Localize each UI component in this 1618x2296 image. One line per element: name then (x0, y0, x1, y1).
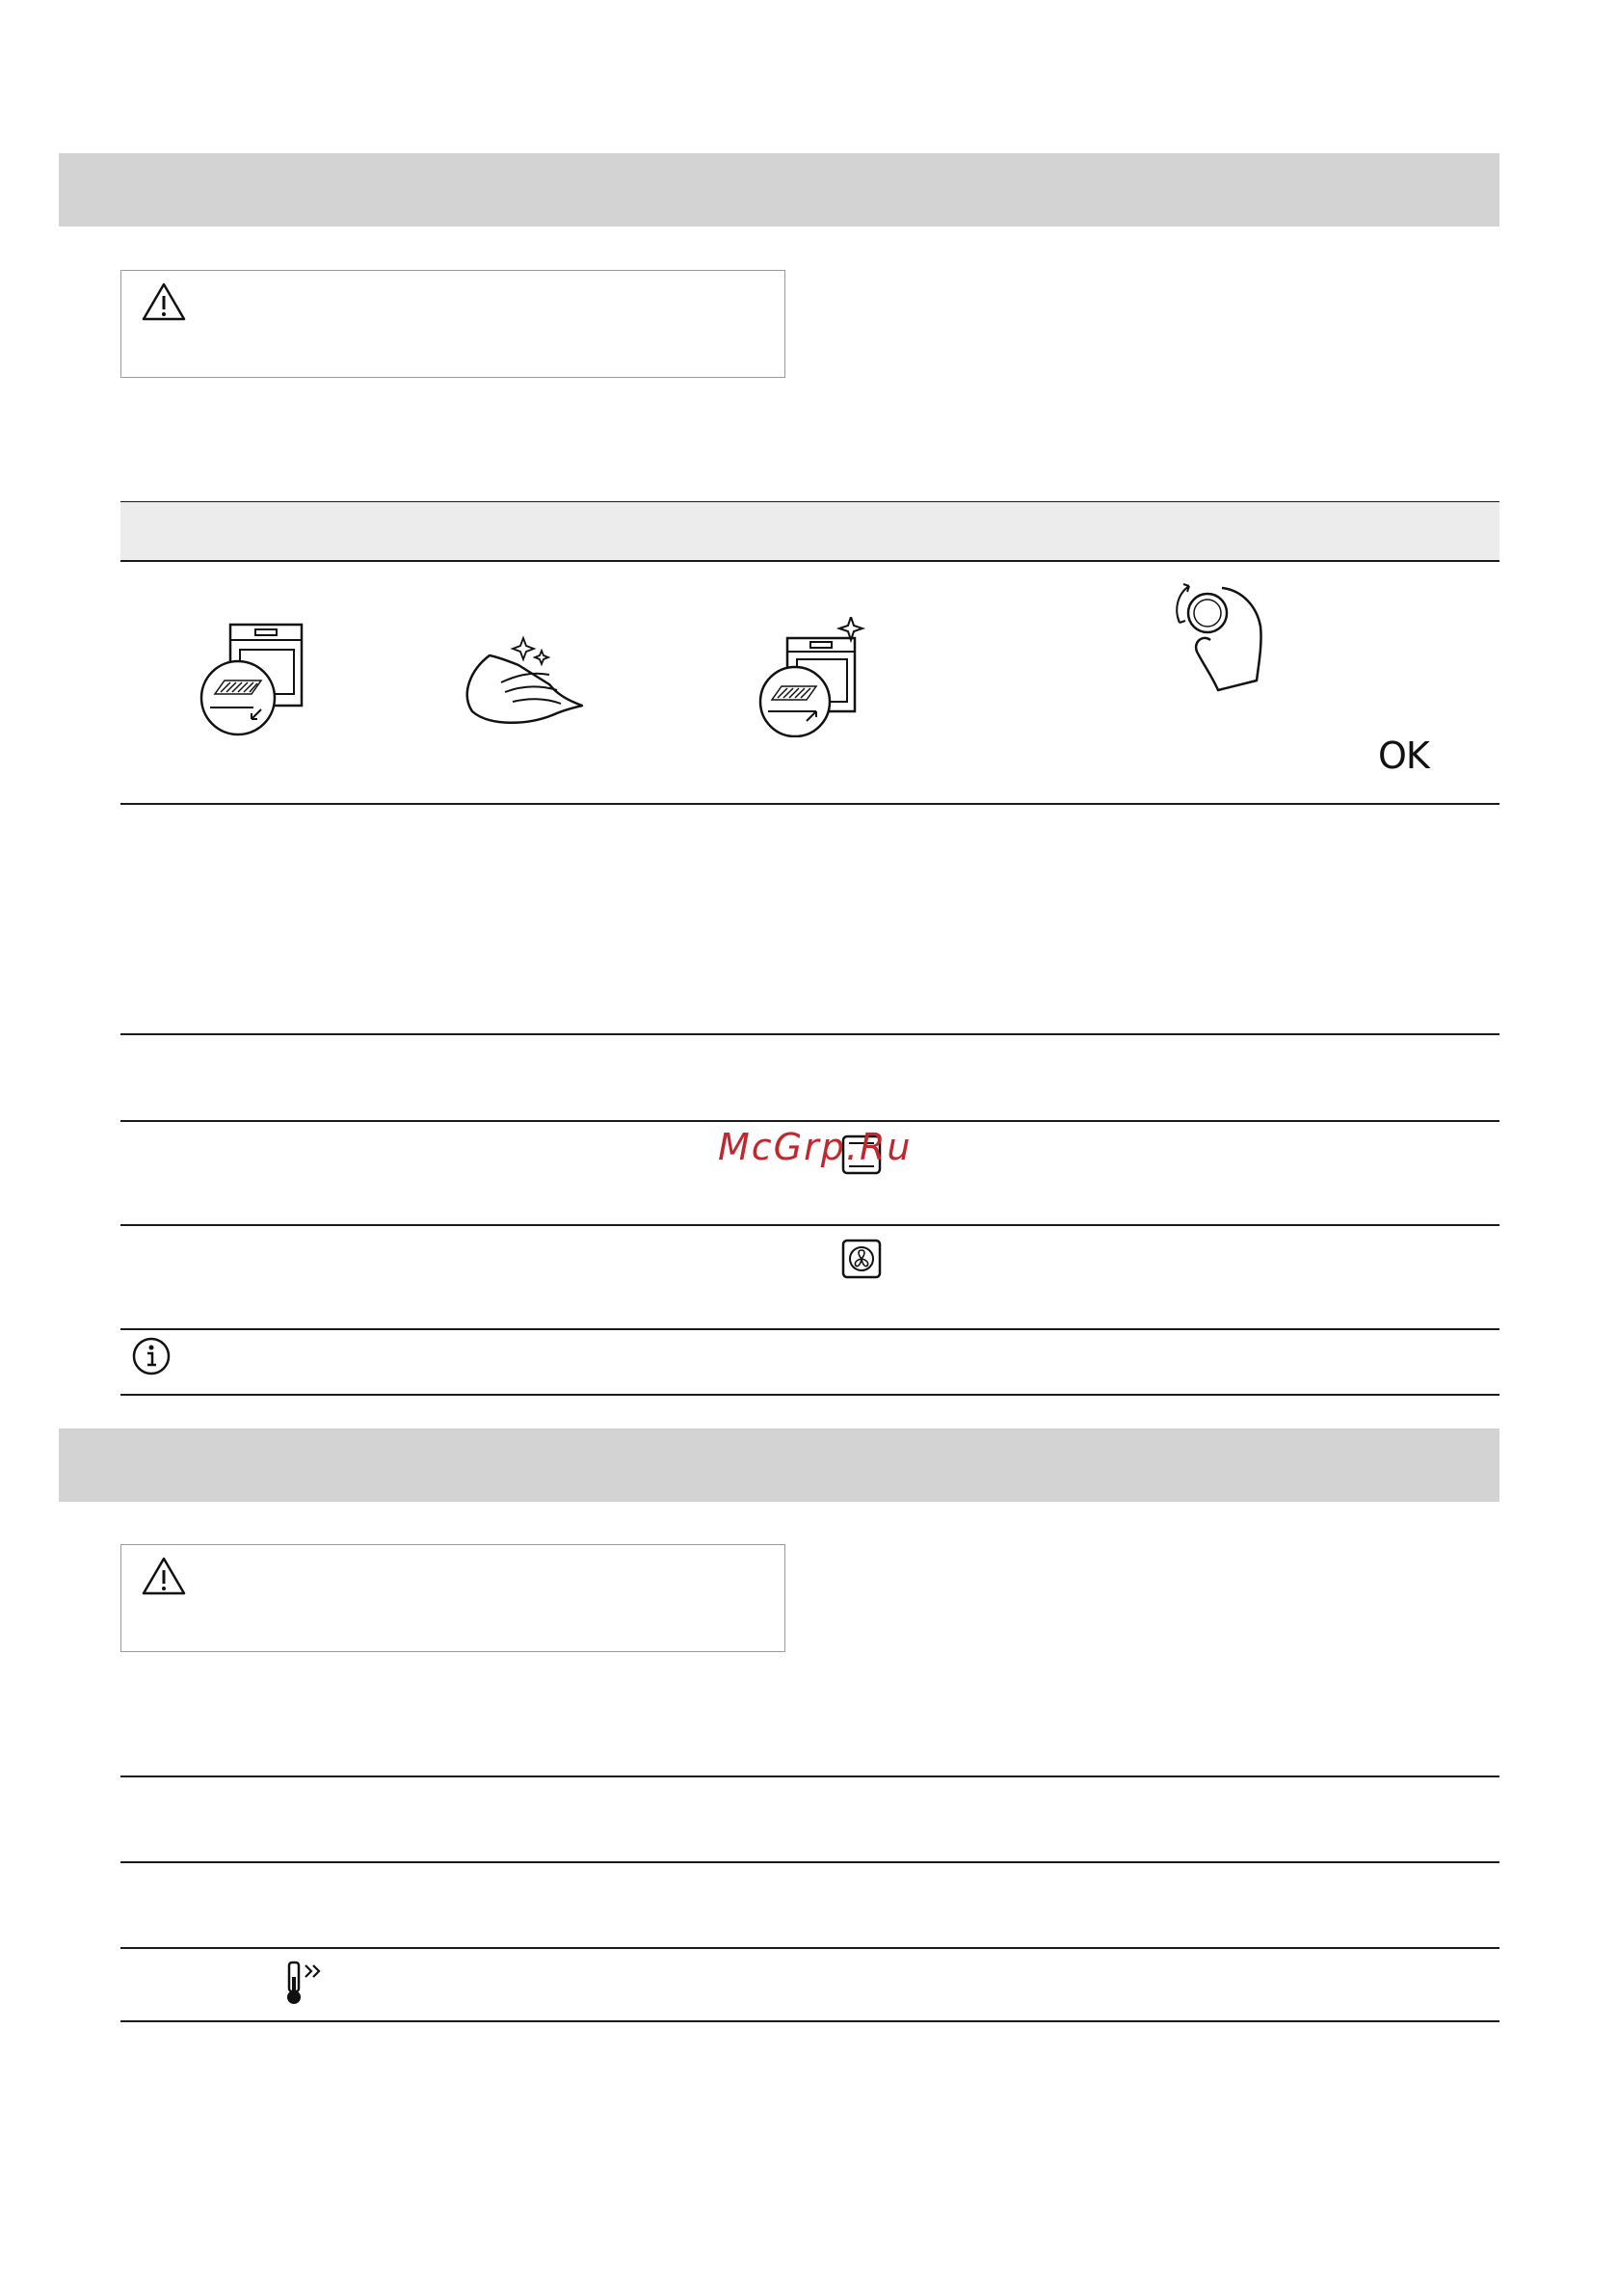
warning-triangle-icon (141, 1556, 187, 1596)
section-header-band-2 (59, 1428, 1499, 1502)
hand-turning-knob-icon (1164, 576, 1270, 697)
section-header-band-1 (59, 153, 1499, 227)
table-top-rule (120, 1775, 1499, 1777)
fan-function-icon (841, 1239, 882, 1279)
oven-remove-shelf-icon (198, 617, 308, 737)
temperature-probe-icon (284, 1960, 329, 2006)
warning-triangle-icon (141, 281, 187, 322)
table-row-rule (120, 1033, 1499, 1035)
table-bottom-rule (120, 1394, 1499, 1396)
table-row-rule (120, 1328, 1499, 1330)
cleaning-cloth-hand-icon (461, 627, 586, 733)
table-header-row (120, 502, 1499, 560)
ok-button[interactable]: OK (1378, 734, 1429, 777)
table-row-rule (120, 803, 1499, 805)
info-circle-icon (130, 1335, 172, 1377)
table-bottom-rule (120, 2020, 1499, 2022)
watermark: McGrp.Ru (718, 1126, 913, 1168)
oven-insert-shelf-icon (755, 617, 870, 737)
warning-box-2 (120, 1544, 785, 1652)
table-row-rule (120, 1947, 1499, 1949)
table-row-rule (120, 1120, 1499, 1122)
warning-box-1 (120, 270, 785, 378)
table-row-rule (120, 1861, 1499, 1863)
table-header-rule (120, 560, 1499, 562)
table-row-rule (120, 1224, 1499, 1226)
